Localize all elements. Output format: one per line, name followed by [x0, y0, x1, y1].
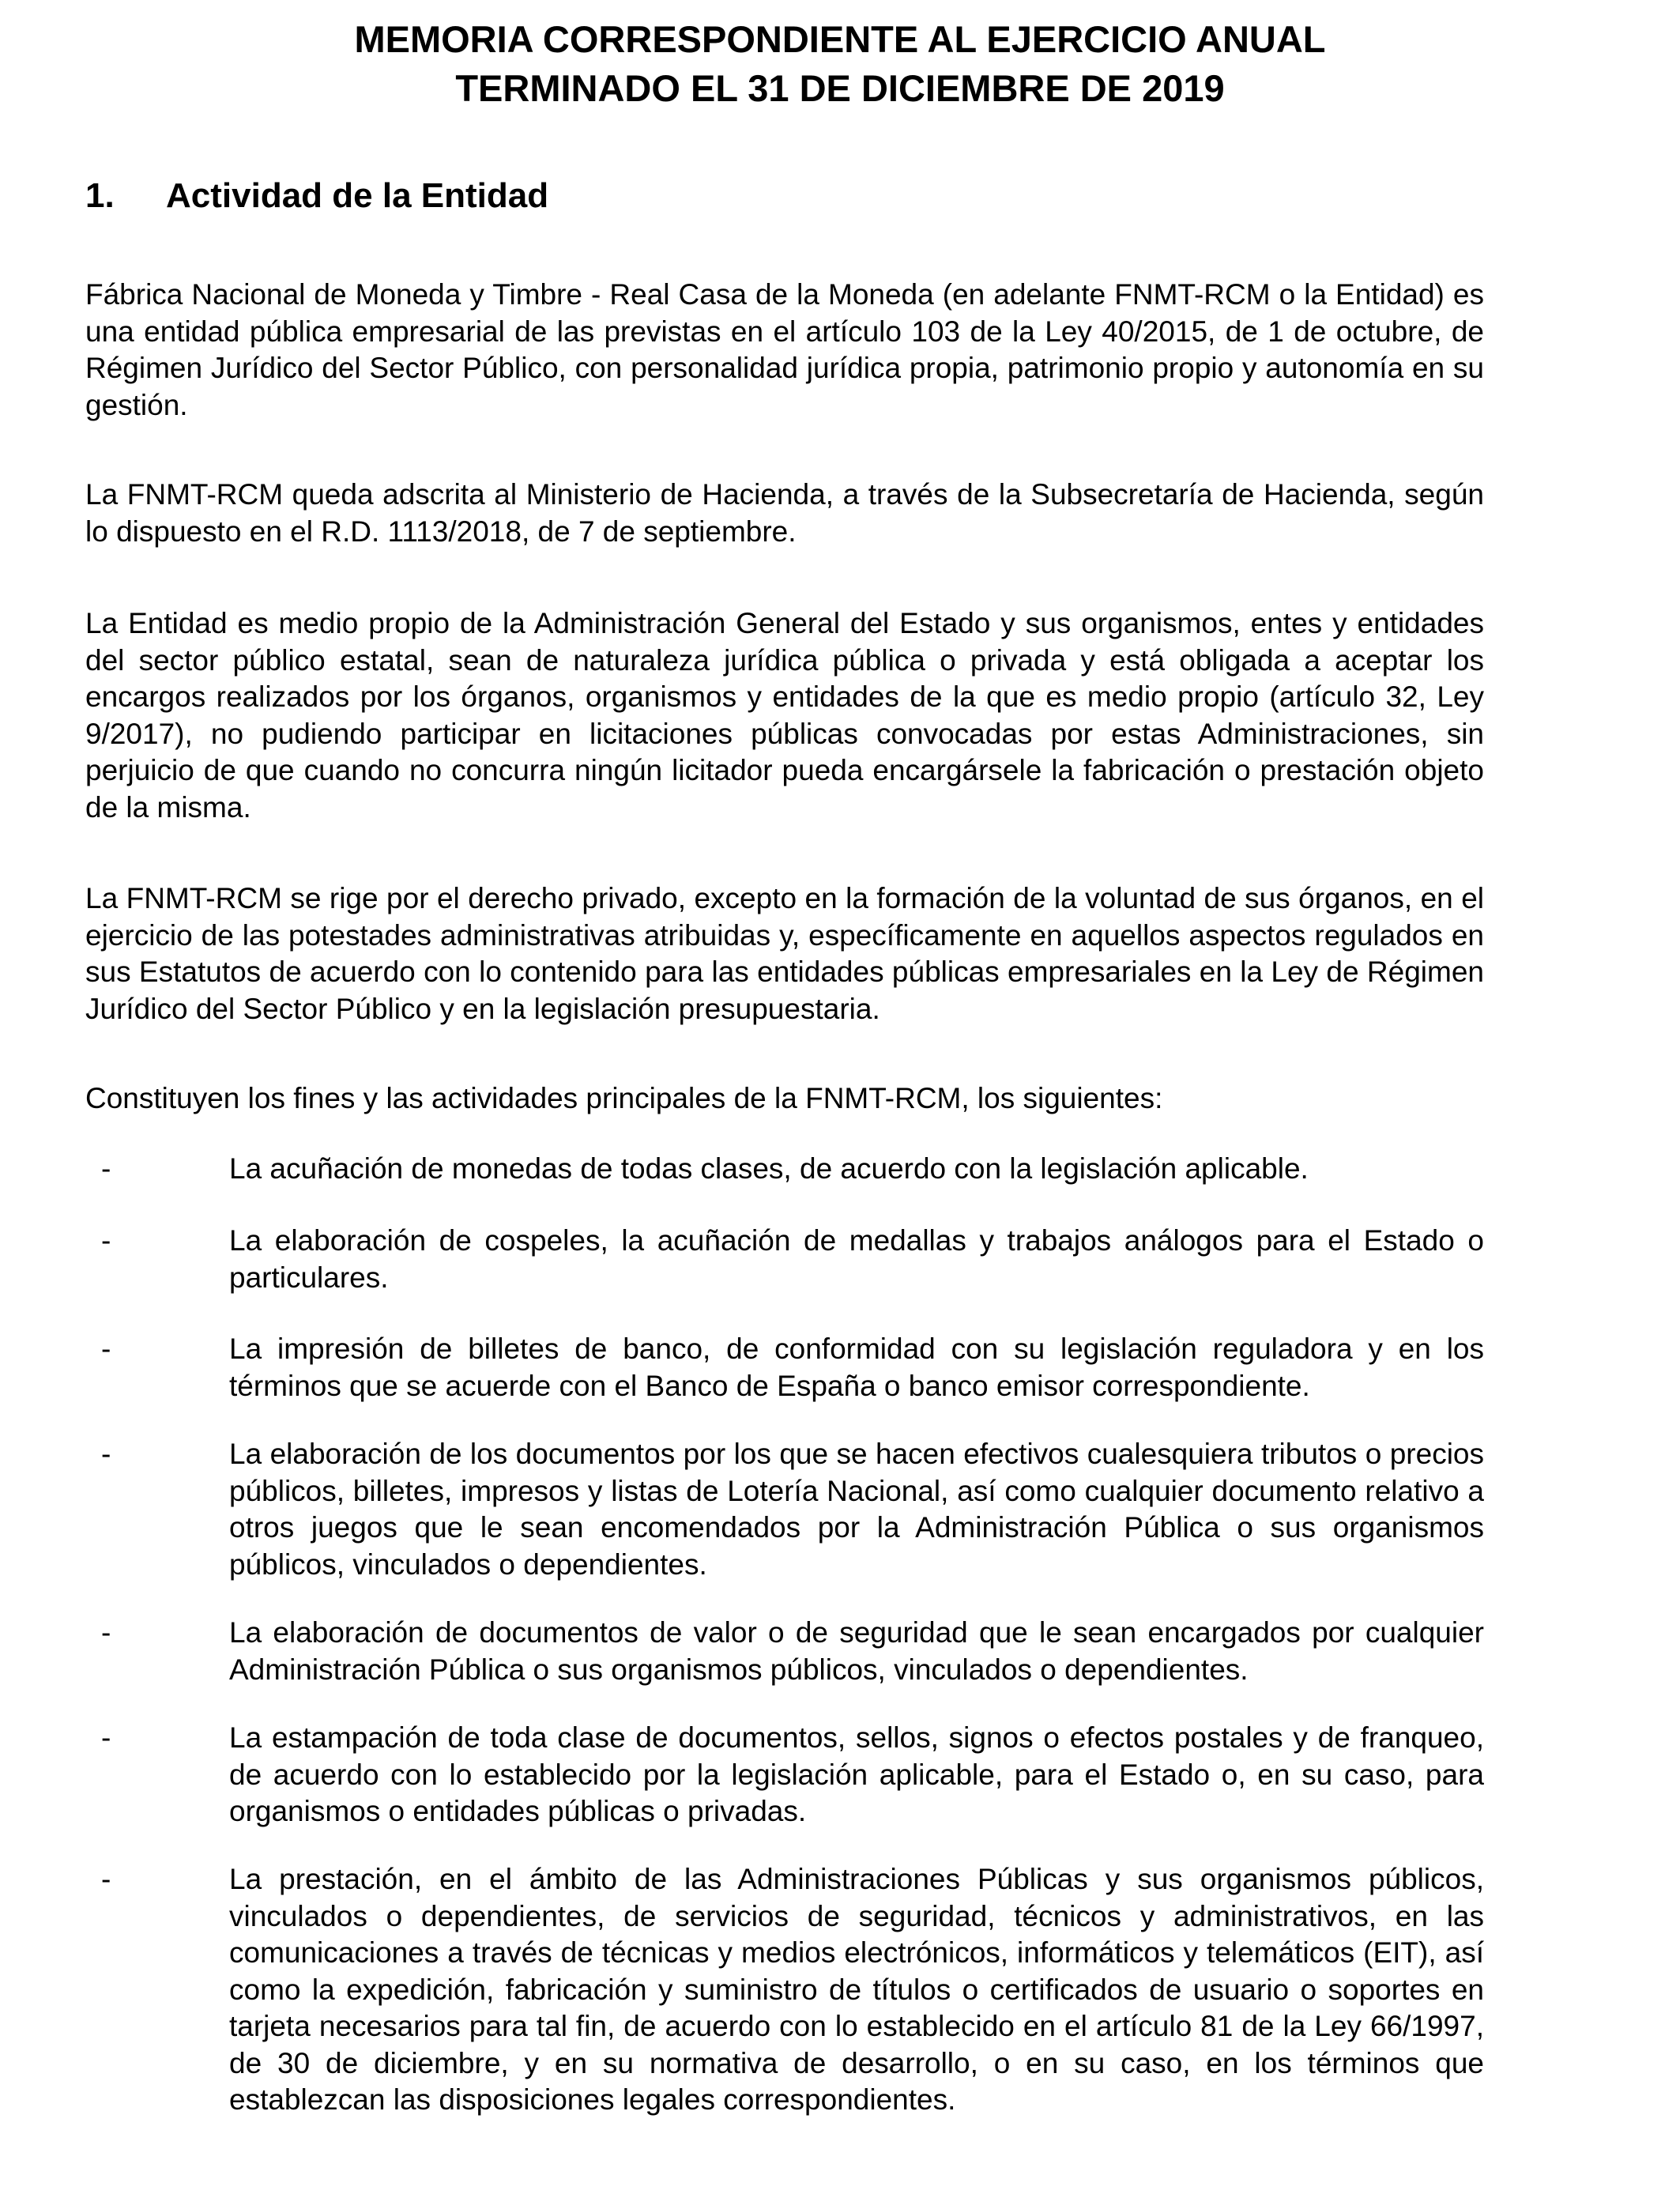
paragraph-legal-regime: La FNMT-RCM se rige por el derecho privado, excepto en la formación de la voluntad de sus órganos, en el ejercicio de las potestades administrativas atribuidas y, específicamente en aquellos aspectos regulados en sus Estatutos de acuerdo con lo contenido para las entidades públicas empresariales en la Ley de Régimen Jurídico del Sector Público y en la legislación presupuestaria.	[85, 882, 1484, 1025]
paragraph-ministry-assignment: La FNMT-RCM queda adscrita al Ministerio de Hacienda, a través de la Subsecretaría de Hacienda, según lo dispuesto en el R.D. 1113/2018, de 7 de septiembre.	[85, 478, 1484, 548]
list-item-text: La estampación de toda clase de documentos, sellos, signos o efectos postales y de franqueo, de acuerdo con lo establecido por la legislación aplicable, para el Estado o, en su caso, para organismos o entidades públicas o privadas.	[229, 1721, 1484, 1827]
list-bullet: -	[101, 1152, 111, 1185]
list-item	[85, 1223, 1484, 1296]
list-item	[85, 1151, 1484, 1188]
paragraph-entity-definition: Fábrica Nacional de Moneda y Timbre - Real Casa de la Moneda (en adelante FNMT-RCM o la Entidad) es una entidad pública empresarial de las previstas en el artículo 103 de la Ley 40/2015, de 1 de octubre, de Régimen Jurídico del Sector Público, con personalidad jurídica propia, patrimonio propio y autonomía en su gestión.	[85, 278, 1484, 421]
list-item-text: La elaboración de documentos de valor o de seguridad que le sean encargados por cualquier Administración Pública o sus organismos públicos, vinculados o dependientes.	[229, 1616, 1484, 1686]
list-item-text: La elaboración de los documentos por los que se hacen efectivos cualesquiera tributos o precios públicos, billetes, impresos y listas de Lotería Nacional, así como cualquier documento relativo a otros juegos que le sean encomendados por la Administración Pública o sus organismos públicos, vinculados o dependientes.	[229, 1438, 1484, 1581]
list-item-text: La elaboración de cospeles, la acuñación de medallas y trabajos análogos para el Estado o particulares.	[229, 1224, 1484, 1294]
list-item-text: La prestación, en el ámbito de las Administraciones Públicas y sus organismos públicos, vinculados o dependientes, de servicios de seguridad, técnicos y administrativos, en las comunicaciones a través de técnicas y medios electrónicos, informáticos y telemáticos (EIT), así como la expedición, fabricación y suministro de títulos o certificados de usuario o soportes en tarjeta necesarios para tal fin, de acuerdo con lo establecido en el artículo 81 de la Ley 66/1997, de 30 de diciembre, y en su normativa de desarrollo, o en su caso, en los términos que establezcan las disposiciones legales correspondientes.	[229, 1863, 1484, 2116]
list-item	[85, 1861, 1484, 2119]
list-bullet: -	[101, 1721, 111, 1754]
list-item-text: La acuñación de monedas de todas clases, de acuerdo con la legislación aplicable.	[229, 1152, 1309, 1185]
section-heading	[85, 174, 548, 218]
list-bullet: -	[101, 1224, 111, 1257]
paragraph-own-resource: La Entidad es medio propio de la Administración General del Estado y sus organismos, entes y entidades del sector público estatal, sean de naturaleza jurídica pública o privada y está obligada a aceptar los encargos realizados por los órganos, organismos y entidades de la que es medio propio (artículo 32, Ley 9/2017), no pudiendo participar en licitaciones públicas convocadas por estas Administraciones, sin perjuicio de que cuando no concurra ningún licitador pueda encargársele la fabricación o prestación objeto de la misma.	[85, 607, 1484, 824]
list-item	[85, 1331, 1484, 1404]
list-item	[85, 1720, 1484, 1830]
section-title: Actividad de la Entidad	[166, 176, 549, 215]
document-title-line-1: MEMORIA CORRESPONDIENTE AL EJERCICIO ANUAL	[354, 18, 1326, 60]
list-item	[85, 1615, 1484, 1688]
list-bullet: -	[101, 1616, 111, 1649]
list-item-text: La impresión de billetes de banco, de conformidad con su legislación reguladora y en los términos que se acuerde con el Banco de España o banco emisor correspondiente.	[229, 1333, 1484, 1402]
document-title-line-2: TERMINADO EL 31 DE DICIEMBRE DE 2019	[455, 67, 1225, 109]
section-number: 1.	[85, 176, 115, 215]
list-bullet: -	[101, 1333, 111, 1365]
list-bullet: -	[101, 1863, 111, 1895]
paragraph-activities-intro: Constituyen los fines y las actividades principales de la FNMT-RCM, los siguientes:	[85, 1082, 1163, 1114]
list-item	[85, 1436, 1484, 1583]
list-bullet: -	[101, 1438, 111, 1470]
